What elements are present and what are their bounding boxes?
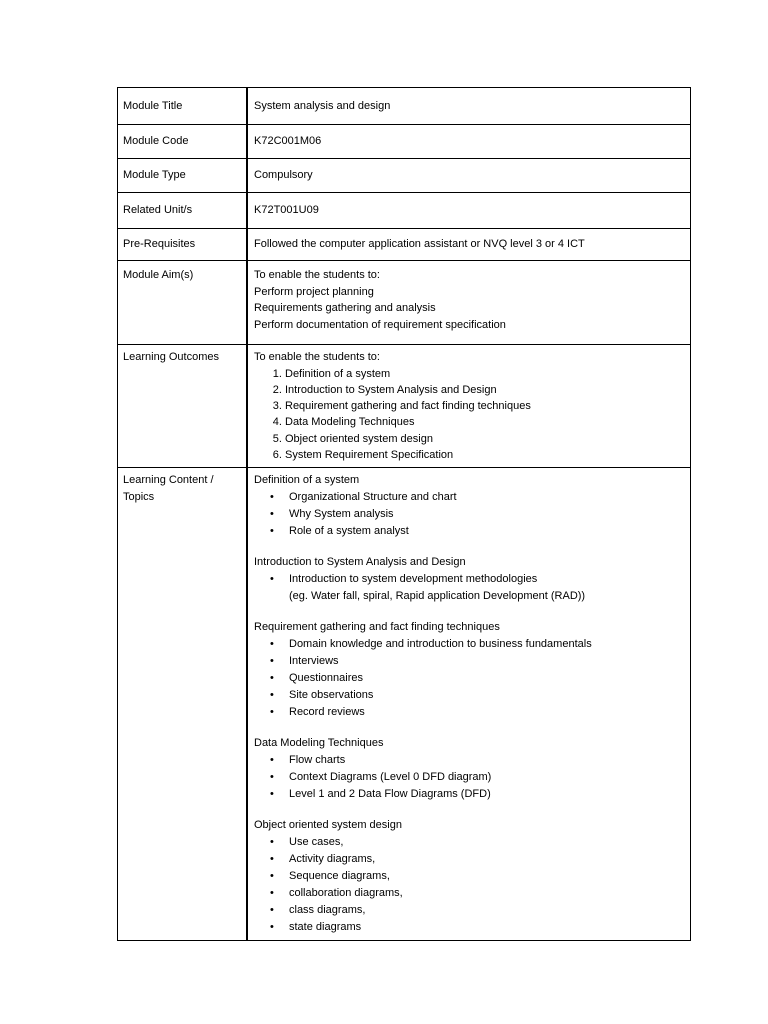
module-type-label: Module Type — [118, 159, 248, 193]
bullet-icon: • — [270, 835, 274, 848]
aim-line: Perform project planning — [254, 285, 374, 298]
topic-text: Role of a system analyst — [289, 524, 409, 537]
bullet-icon: • — [270, 903, 274, 916]
bullet-icon: • — [270, 852, 274, 865]
bullet-icon: • — [270, 524, 274, 537]
topic-item — [270, 868, 690, 885]
content-section — [254, 735, 690, 803]
topic-item — [270, 704, 690, 721]
bullet-icon: • — [270, 705, 274, 718]
topic-item — [270, 636, 690, 653]
topic-text: Questionnaires — [289, 671, 363, 684]
bullet-icon: • — [270, 753, 274, 766]
aim-line: Requirements gathering and analysis — [254, 302, 436, 314]
content-section — [254, 619, 690, 721]
module-aims-value — [247, 261, 691, 345]
section-heading: Data Modeling Techniques — [254, 737, 384, 749]
topic-item — [270, 653, 690, 670]
learning-content-label — [118, 468, 248, 941]
bullet-icon: • — [270, 490, 274, 503]
topic-text: collaboration diagrams, — [289, 886, 403, 899]
row-prerequisites — [118, 229, 691, 261]
content-section — [254, 817, 690, 936]
content-section — [254, 472, 690, 540]
outcomes-list — [254, 366, 690, 464]
row-module-code — [118, 125, 691, 159]
row-module-type — [118, 159, 691, 193]
topic-item — [270, 670, 690, 687]
aim-line: To enable the students to: — [254, 269, 380, 281]
topic-list — [254, 752, 690, 803]
module-title-label: Module Title — [118, 88, 248, 125]
topic-text: Site observations — [289, 688, 374, 701]
topic-text: Organizational Structure and chart — [289, 490, 457, 503]
topic-item — [270, 523, 690, 540]
outcome-item: 3. Requirement gathering and fact finding techniques — [285, 398, 690, 414]
topic-text: Activity diagrams, — [289, 852, 376, 865]
section-heading: Object oriented system design — [254, 819, 402, 831]
bullet-icon: • — [270, 572, 274, 585]
topic-text: Why System analysis — [289, 507, 394, 520]
topic-item — [270, 851, 690, 868]
topic-text: Interviews — [289, 654, 339, 667]
topic-item — [270, 752, 690, 769]
outcomes-intro: To enable the students to: — [254, 351, 380, 363]
topic-item — [270, 834, 690, 851]
outcome-item: 5. Object oriented system design — [285, 431, 690, 447]
learning-content-label-line: Topics — [123, 490, 155, 503]
row-learning-outcomes — [118, 345, 691, 468]
topic-item — [270, 571, 690, 588]
bullet-icon: • — [270, 920, 274, 933]
bullet-icon: • — [270, 507, 274, 520]
topic-text: Domain knowledge and introduction to business fundamentals — [289, 637, 592, 650]
topic-text: Record reviews — [289, 705, 365, 718]
bullet-icon: • — [270, 787, 274, 800]
topic-text: Sequence diagrams, — [289, 869, 390, 882]
prerequisites-value: Followed the computer application assistant or NVQ level 3 or 4 ICT — [247, 229, 691, 261]
bullet-icon: • — [270, 637, 274, 650]
topic-text: class diagrams, — [289, 903, 366, 916]
row-learning-content — [118, 468, 691, 941]
topic-list — [254, 489, 690, 540]
outcome-item: 1. Definition of a system — [285, 366, 690, 382]
row-module-title — [118, 88, 691, 125]
topic-item — [270, 919, 690, 936]
topic-text: Use cases, — [289, 835, 344, 848]
topic-note: (eg. Water fall, spiral, Rapid application Development (RAD)) — [289, 589, 586, 602]
topic-text: Introduction to system development methodologies — [289, 572, 538, 585]
section-heading: Requirement gathering and fact finding techniques — [254, 621, 500, 633]
learning-content-value — [247, 468, 691, 941]
topic-item — [270, 885, 690, 902]
learning-outcomes-value — [247, 345, 691, 468]
bullet-icon: • — [270, 886, 274, 899]
topic-text: Context Diagrams (Level 0 DFD diagram) — [289, 770, 492, 783]
topic-item — [270, 786, 690, 803]
topic-text: Level 1 and 2 Data Flow Diagrams (DFD) — [289, 787, 491, 800]
related-units-label: Related Unit/s — [118, 193, 248, 229]
topic-text: state diagrams — [289, 920, 362, 933]
prerequisites-label: Pre-Requisites — [118, 229, 248, 261]
section-heading: Definition of a system — [254, 474, 360, 486]
topic-list — [254, 834, 690, 936]
module-descriptor-table — [117, 87, 691, 941]
bullet-icon: • — [270, 770, 274, 783]
module-code-label: Module Code — [118, 125, 248, 159]
row-related-units — [118, 193, 691, 229]
learning-outcomes-label: Learning Outcomes — [118, 345, 248, 468]
outcome-item: 4. Data Modeling Techniques — [285, 414, 690, 430]
outcome-item: 2. Introduction to System Analysis and Design — [285, 382, 690, 398]
module-title-value: System analysis and design — [247, 88, 691, 125]
module-aims-label: Module Aim(s) — [118, 261, 248, 345]
content-section — [254, 554, 690, 605]
bullet-icon: • — [270, 869, 274, 882]
section-heading: Introduction to System Analysis and Design — [254, 556, 466, 568]
aim-line: Perform documentation of requirement specification — [254, 318, 506, 331]
learning-content-label-line: Learning Content / — [123, 474, 214, 486]
bullet-icon: • — [270, 654, 274, 667]
topic-item — [270, 902, 690, 919]
topic-item — [270, 687, 690, 704]
bullet-icon: • — [270, 671, 274, 684]
topic-list — [254, 636, 690, 721]
row-module-aims — [118, 261, 691, 345]
outcome-item: 6. System Requirement Specification — [285, 447, 690, 463]
topic-text: Flow charts — [289, 753, 346, 766]
bullet-icon: • — [270, 688, 274, 701]
topic-list — [254, 571, 690, 588]
topic-item — [270, 769, 690, 786]
related-units-value: K72T001U09 — [247, 193, 691, 229]
topic-item — [270, 506, 690, 523]
module-code-value: K72C001M06 — [247, 125, 691, 159]
module-type-value: Compulsory — [247, 159, 691, 193]
topic-item — [270, 489, 690, 506]
